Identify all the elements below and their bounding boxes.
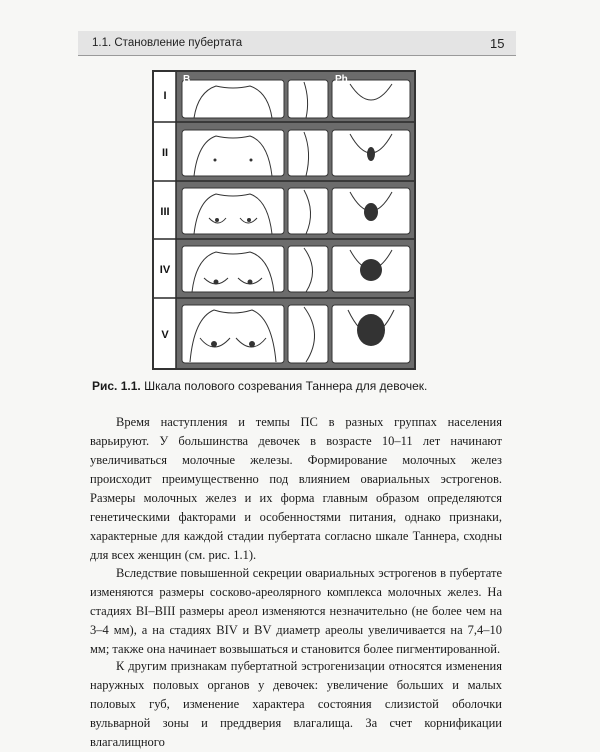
stage-label-5: V <box>161 329 169 341</box>
stage-label-4: IV <box>159 264 171 276</box>
page-number: 15 <box>490 36 505 51</box>
tanner-scale-figure <box>152 70 416 370</box>
figure-caption <box>92 379 427 393</box>
stage-label-1: I <box>163 90 167 102</box>
caption-text: Шкала полового созревания Таннера для девочек. <box>140 379 428 393</box>
breast-column-label: B <box>183 74 191 85</box>
section-title: 1.1. Становление пубертата <box>92 37 243 49</box>
paragraph-3: К другим признакам пубертатной эстрогенизации относятся изменения наружных половых органов у девочек: увеличение больших и малых половых губ, изменение характера состояния слизистой оболочки вульварной зоны и преддверия влагалища. За счет корнификации влагалищного <box>90 659 502 749</box>
paragraph-2: Вследствие повышенной секреции овариальных эстрогенов в пубертате изменяются размеры сосково-ареолярного комплекса молочных желез. На стадиях BI–BIII размеры ареол изменяются незначительно (не более чем на 3–4 мм), а на стадиях BIV и BV диаметр ареолы увеличивается на 7,4–10 мм; также она начинает возвышаться и становится более пигментированной. <box>90 566 502 656</box>
tanner-illustration <box>154 72 414 368</box>
caption-label: Рис. 1.1. <box>92 379 141 393</box>
pubic-column-label: Ph <box>335 74 348 85</box>
paragraph-1: Время наступления и темпы ПС в разных группах населения варьируют. У большинства девочек в возрасте 10–11 лет начинают увеличиваться молочные железы. Формирование молочных желез происходит преимущественно под влиянием овариальных эстрогенов. Размеры молочных желез и их форма главным образом определяются генетическими факторами и особенностями питания, однако признаки, характерные для каждой стадии пубертата согласно шкале Таннера, сходны для всех женщин (см. рис. 1.1). <box>90 415 502 562</box>
stage-label-2: II <box>161 147 169 159</box>
stage-label-3: III <box>160 206 170 218</box>
